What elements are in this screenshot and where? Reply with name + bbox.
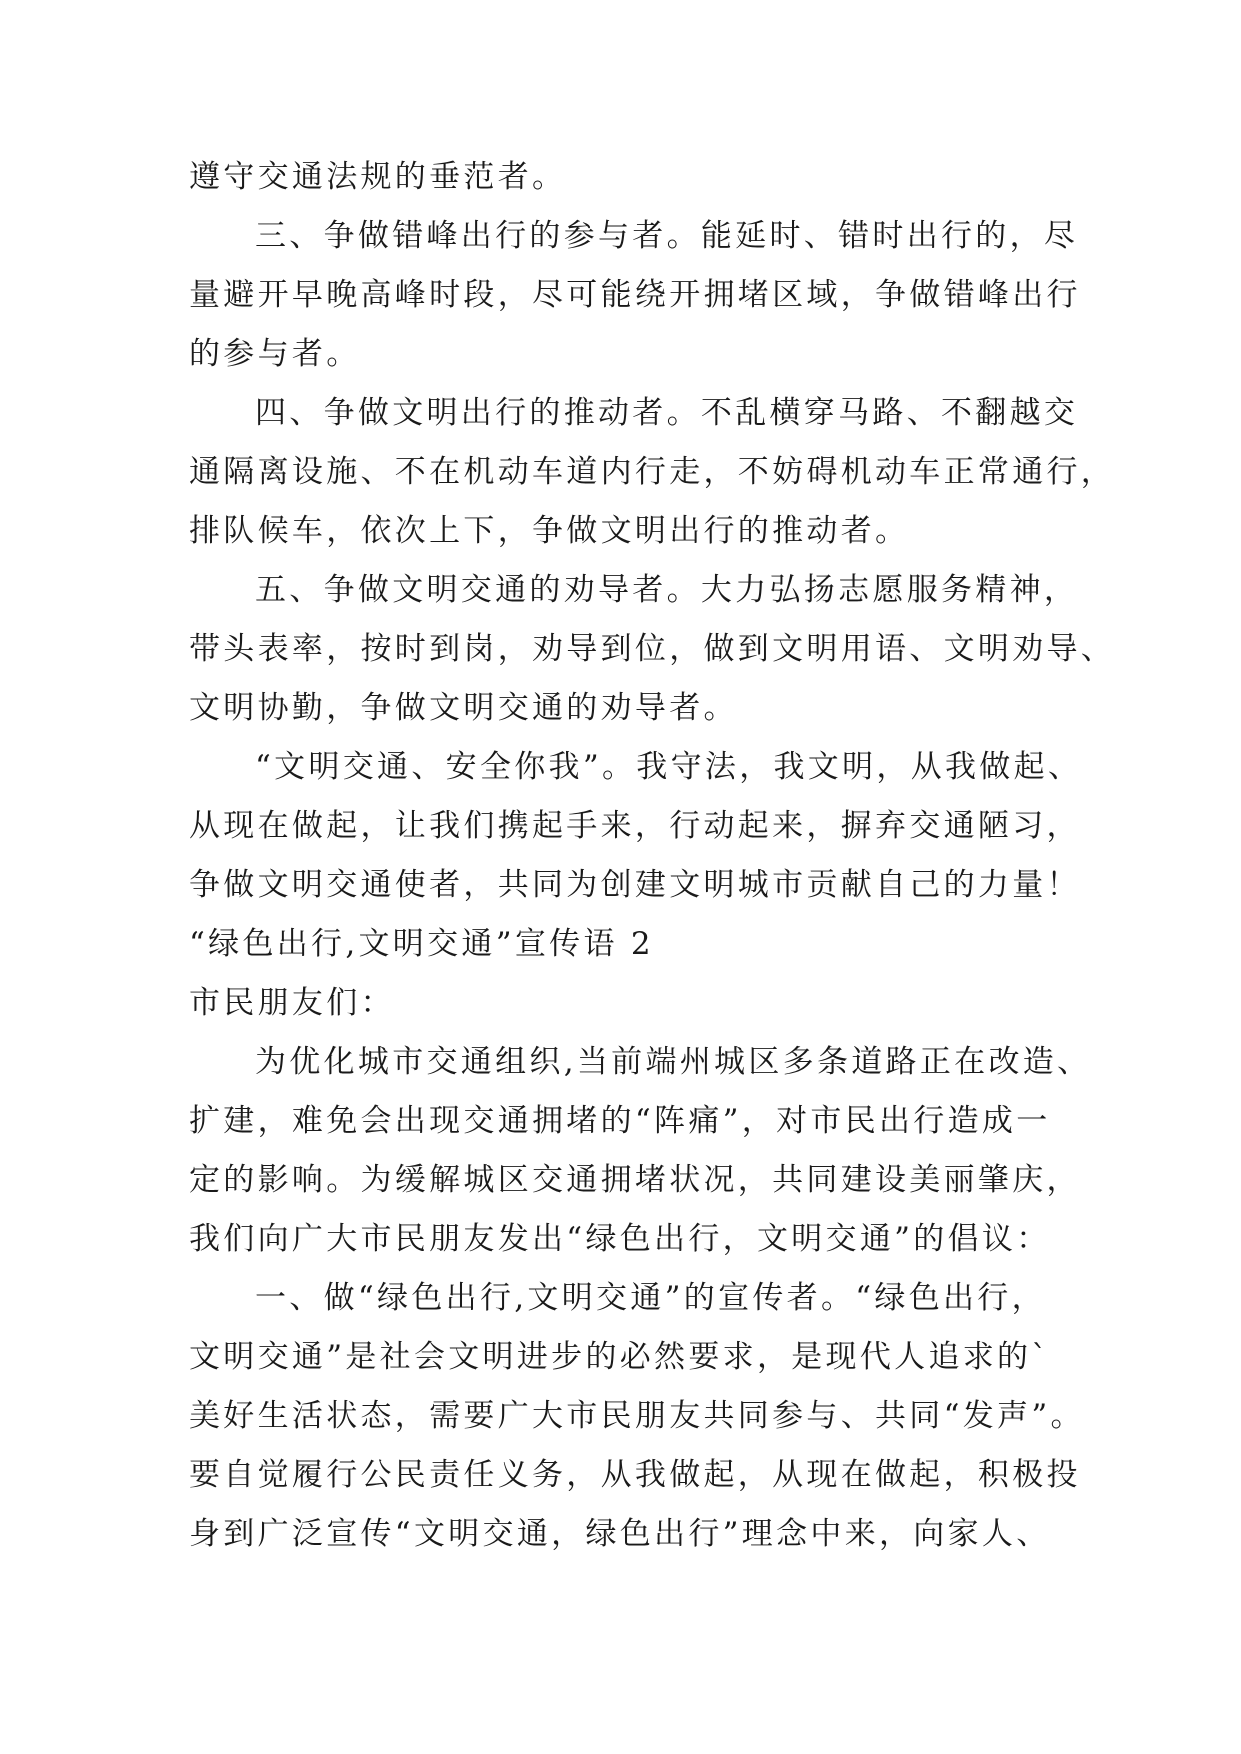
document-body [189, 148, 1116, 1564]
text-line: 市民朋友们： [189, 985, 395, 1021]
text-line: 三、争做错峰出行的参与者。能延时、错时出行的，尽 [255, 218, 1079, 254]
text-line: 遵守交通法规的垂范者。 [189, 159, 567, 195]
text-line: 定的影响。为缓解城区交通拥堵状况，共同建设美丽肇庆， [189, 1162, 1081, 1198]
text-line: 从现在做起，让我们携起手来，行动起来，摒弃交通陋习， [189, 808, 1081, 844]
text-line: 文明协勤，争做文明交通的劝导者。 [189, 690, 738, 726]
text-line: 身到广泛宣传“文明交通，绿色出行”理念中来，向家人、 [189, 1516, 1051, 1552]
text-line: 要自觉履行公民责任义务，从我做起，从现在做起，积极投 [189, 1457, 1081, 1493]
text-line: 五、争做文明交通的劝导者。大力弘扬志愿服务精神， [255, 572, 1079, 608]
text-line: 一、做“绿色出行,文明交通”的宣传者。“绿色出行， [255, 1280, 1046, 1316]
text-line: 为优化城市交通组织,当前端州城区多条道路正在改造、 [255, 1044, 1092, 1080]
text-line: “绿色出行,文明交通”宣传语 2 [189, 926, 654, 962]
text-line: 通隔离设施、不在机动车道内行走，不妨碍机动车正常通行， [189, 454, 1116, 490]
text-line: 扩建，难免会出现交通拥堵的“阵痛”，对市民出行造成一 [189, 1103, 1051, 1139]
text-line: 带头表率，按时到岗，劝导到位，做到文明用语、文明劝导、 [189, 631, 1116, 667]
text-line: 争做文明交通使者，共同为创建文明城市贡献自己的力量！ [189, 867, 1081, 903]
text-line: 文明交通”是社会文明进步的必然要求，是现代人追求的` [189, 1339, 1051, 1375]
text-line: 排队候车，依次上下，争做文明出行的推动者。 [189, 513, 910, 549]
text-line: 四、争做文明出行的推动者。不乱横穿马路、不翻越交 [255, 395, 1079, 431]
text-line: 美好生活状态，需要广大市民朋友共同参与、共同“发声”。 [189, 1398, 1085, 1434]
text-line: “文明交通、安全你我”。我守法，我文明，从我做起、 [255, 749, 1083, 785]
text-line: 量避开早晚高峰时段，尽可能绕开拥堵区域，争做错峰出行 [189, 277, 1081, 313]
text-line: 我们向广大市民朋友发出“绿色出行，文明交通”的倡议： [189, 1221, 1051, 1257]
text-line: 的参与者。 [189, 336, 361, 372]
